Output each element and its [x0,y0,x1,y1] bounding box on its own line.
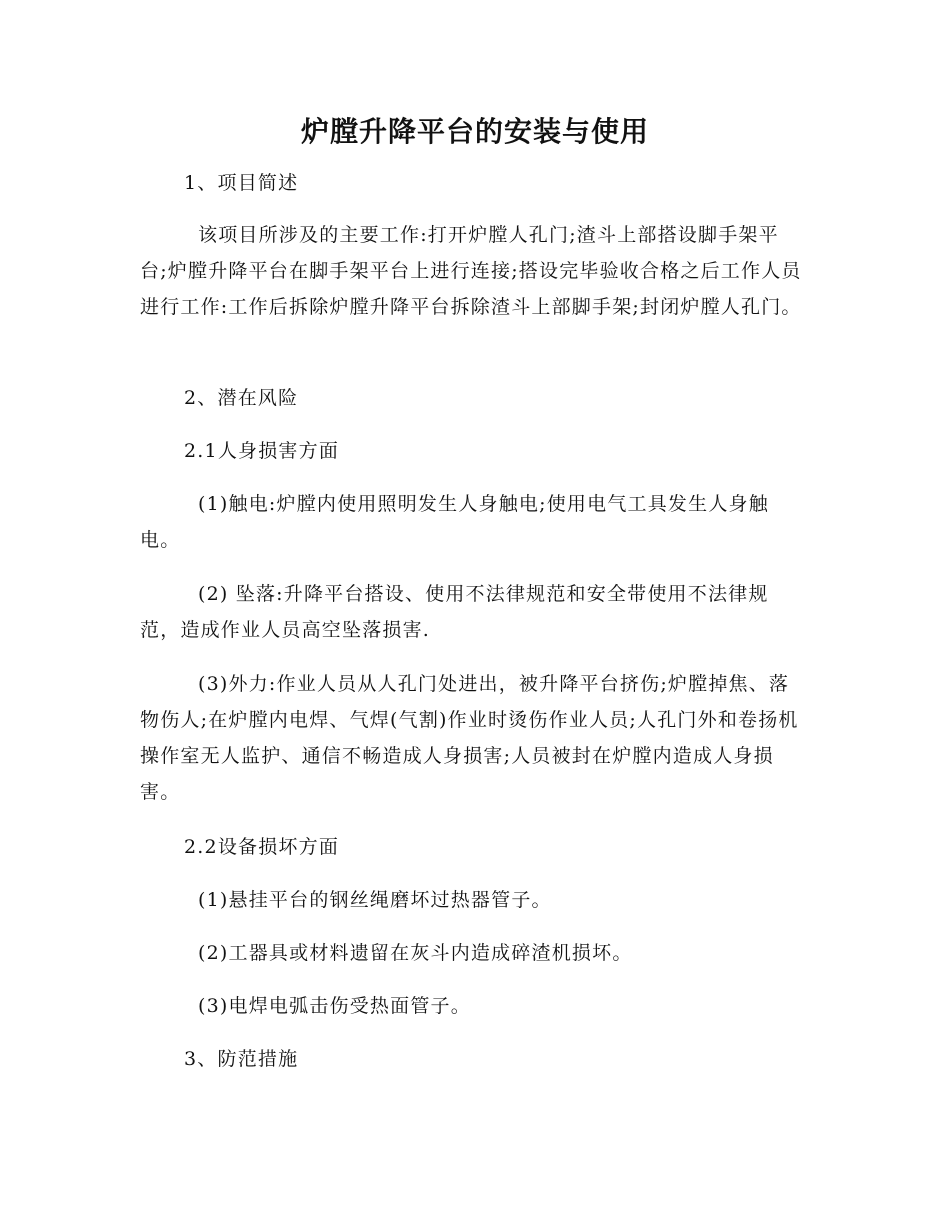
subheading-personal-injury: 2.1人身损害方面 [184,440,340,462]
paragraph-tools-left: (2)工器具或材料遗留在灰斗内造成碎渣机损坏。 [198,942,633,964]
heading-project-summary: 1、项目简述 [184,172,299,194]
paragraph-external-force: (3)外力:作业人员从人孔门处进出，被升降平台挤伤;炉膛掉焦、落物伤人;在炉膛内电焊、气焊(气割)作业时烫伤作业人员;人孔门外和卷扬机操作室无人监护、通信不畅造成人身损害;人员被封在炉膛内造成人身损害。 [140,673,799,803]
subheading-equipment-damage: 2.2设备损坏方面 [184,836,340,858]
paragraph-wire-rope-wear: (1)悬挂平台的钢丝绳磨坏过热器管子。 [198,889,552,911]
document-title: 炉膛升降平台的安装与使用 [300,115,649,148]
heading-preventive-measures: 3、防范措施 [184,1048,299,1070]
paragraph-falling: (2) 坠落:升降平台搭设、使用不法律规范和安全带使用不法律规范，造成作业人员高空坠落损害. [140,583,769,641]
paragraph-project-summary: 该项目所涉及的主要工作:打开炉膛人孔门;渣斗上部搭设脚手架平台;炉膛升降平台在脚手架平台上进行连接;搭设完毕验收合格之后工作人员进行工作:工作后拆除炉膛升降平台拆除渣斗上部脚手架;封闭炉膛人孔门。 [140,224,802,318]
paragraph-electric-shock: (1)触电:炉膛内使用照明发生人身触电;使用电气工具发生人身触电。 [140,493,769,551]
paragraph-arc-damage: (3)电焊电弧击伤受热面管子。 [198,995,471,1017]
heading-potential-risks: 2、潜在风险 [184,387,299,409]
